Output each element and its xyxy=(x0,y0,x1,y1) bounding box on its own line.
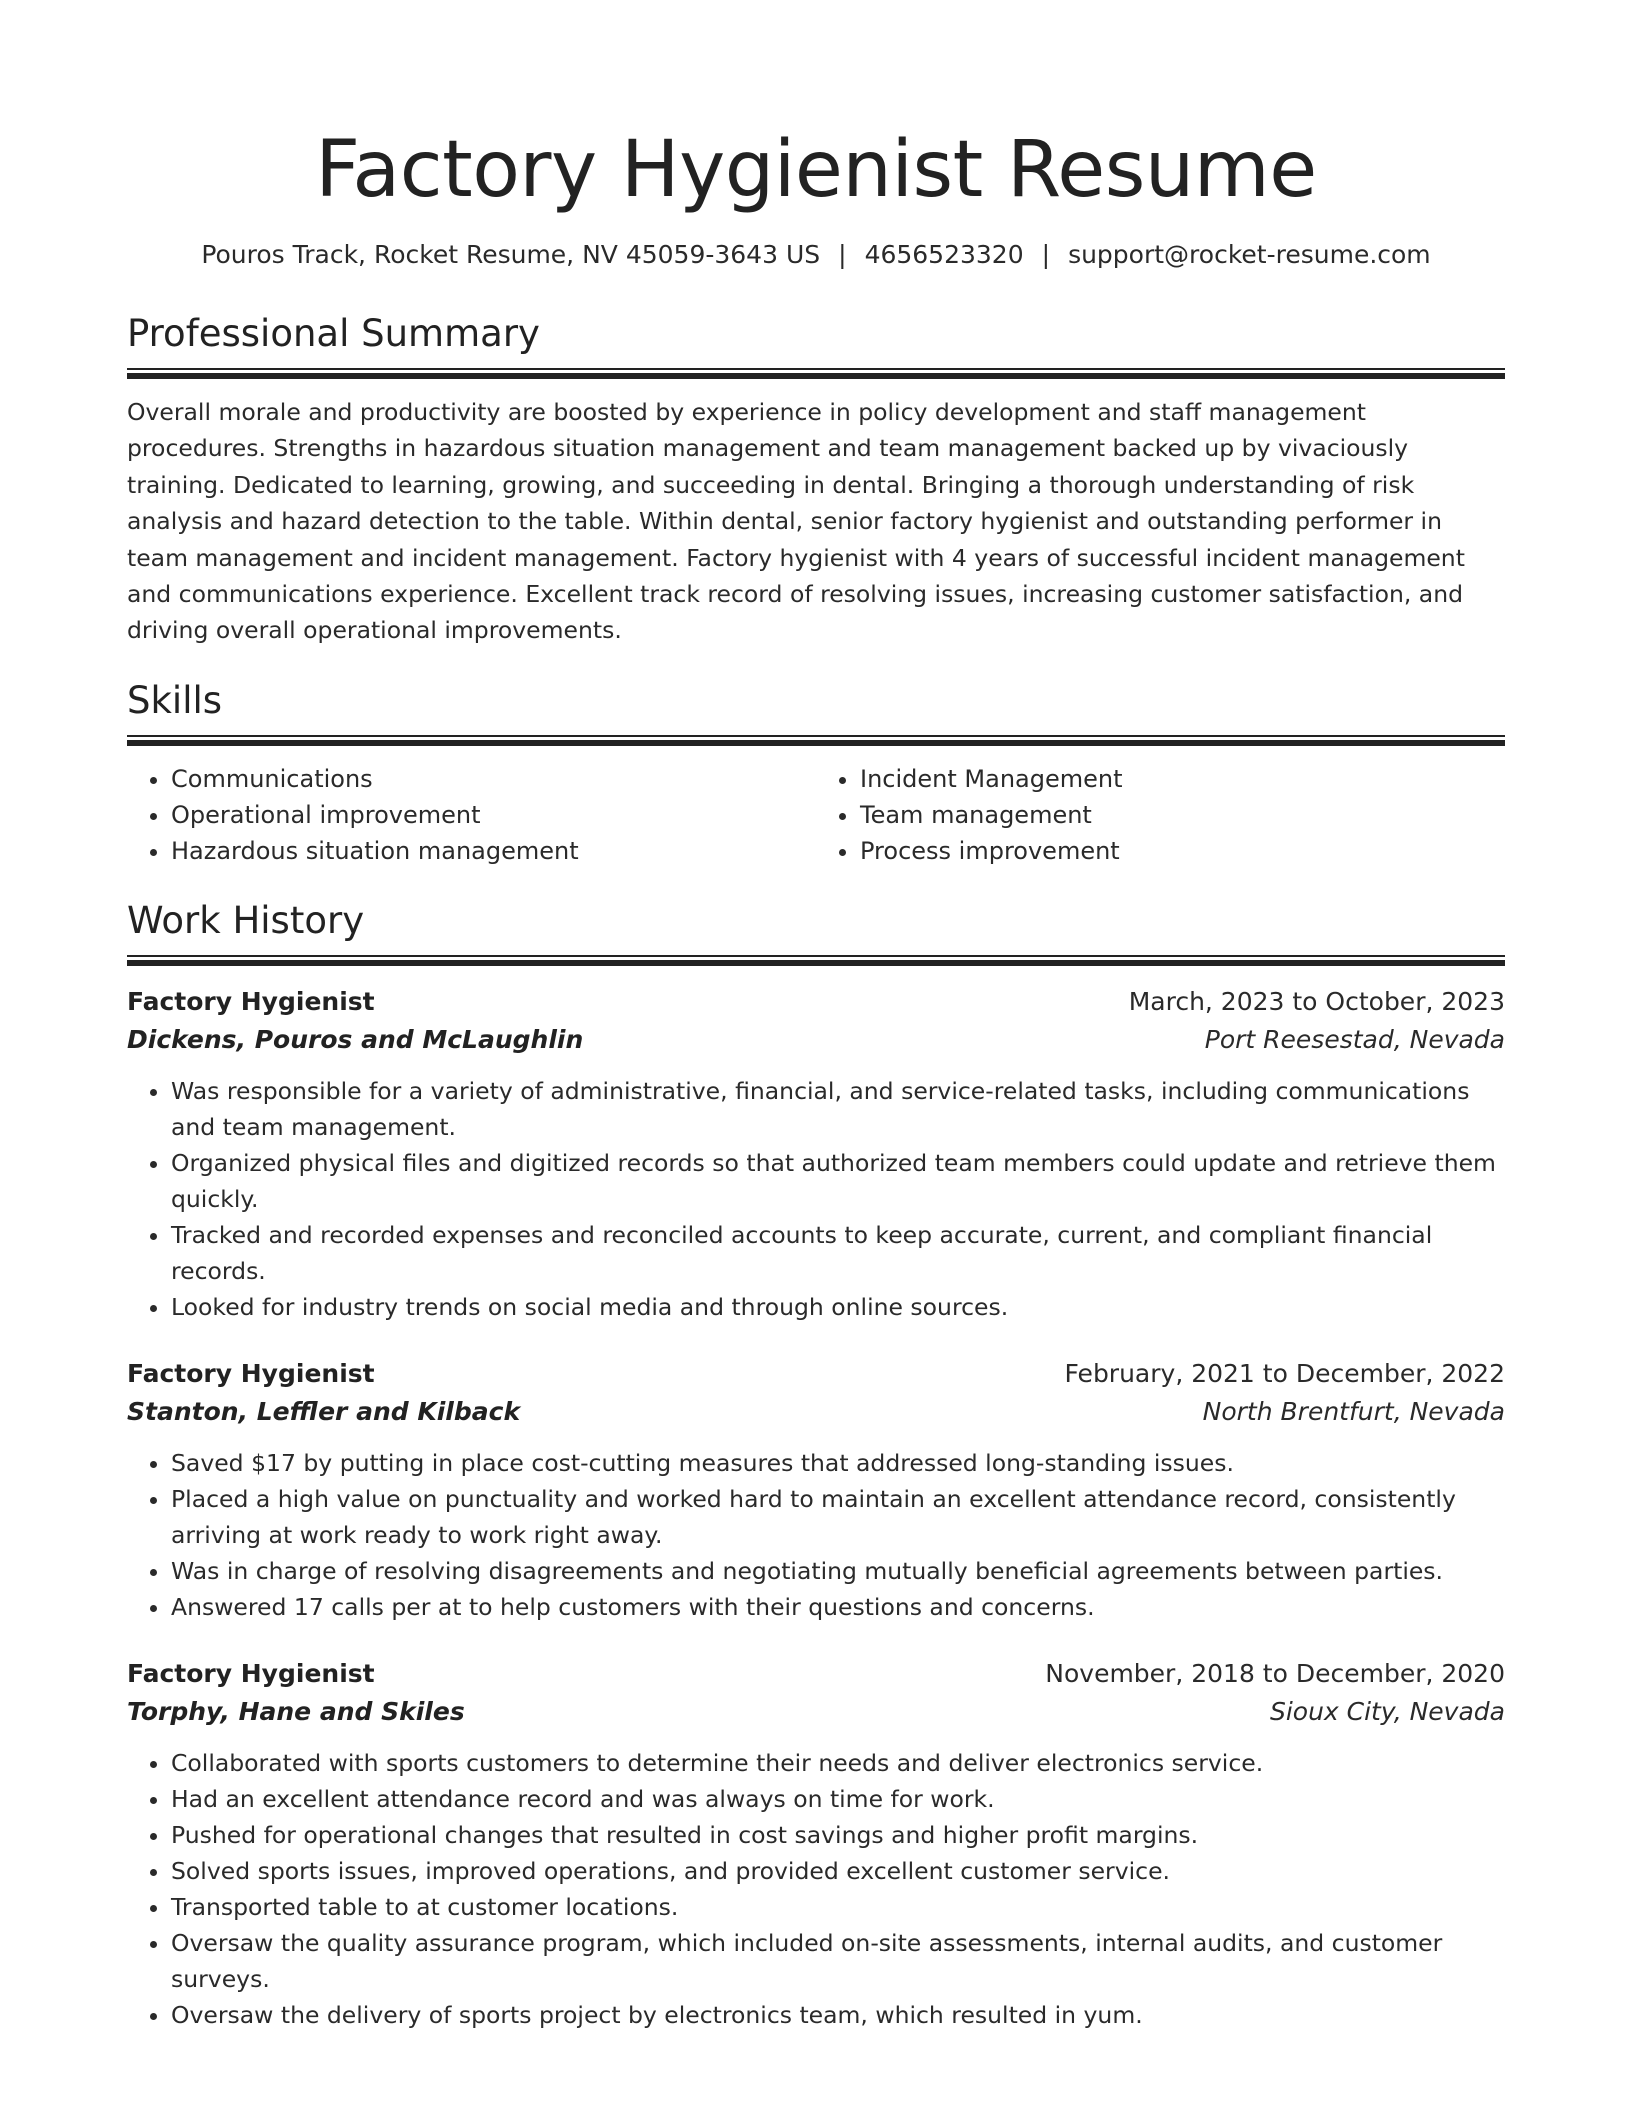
contact-line xyxy=(127,238,1505,272)
job-bullet: • Placed a high value on punctuality and worked hard to maintain an excellent attendance record, consistently arriving at work ready to work right away. xyxy=(171,1481,1505,1553)
job-entry xyxy=(127,1355,1505,1625)
job-entry xyxy=(127,1655,1505,2033)
job-bullet: • Tracked and recorded expenses and reconciled accounts to keep accurate, current, and compliant financial records. xyxy=(171,1217,1505,1289)
skill-item: • Process improvement xyxy=(860,833,1505,869)
job-bullet: • Pushed for operational changes that resulted in cost savings and higher profit margins. xyxy=(171,1817,1505,1853)
contact-phone: 4656523320 xyxy=(864,240,1024,269)
job-bullet: • Saved $17 by putting in place cost-cutting measures that addressed long-standing issues. xyxy=(171,1445,1505,1481)
job-bullet: • Transported table to at customer locations. xyxy=(171,1889,1505,1925)
skills-column-left xyxy=(127,761,816,869)
job-title: Factory Hygienist xyxy=(127,1658,375,1688)
job-company: Stanton, Leffler and Kilback xyxy=(127,1396,521,1426)
job-bullets xyxy=(127,1073,1505,1325)
job-location: North Brentfurt, Nevada xyxy=(1202,1396,1505,1426)
job-bullet: • Organized physical files and digitized records so that authorized team members could update and retrieve them quickly. xyxy=(171,1145,1505,1217)
job-company: Torphy, Hane and Skiles xyxy=(127,1696,465,1726)
job-dates: November, 2018 to December, 2020 xyxy=(1045,1658,1505,1688)
section-heading-summary: Professional Summary xyxy=(127,312,540,355)
skill-item: • Operational improvement xyxy=(171,797,816,833)
work-history-section xyxy=(127,897,1505,2033)
job-bullet: • Had an excellent attendance record and was always on time for work. xyxy=(171,1781,1505,1817)
section-rule xyxy=(127,955,1505,965)
contact-separator: | xyxy=(838,240,847,269)
job-location: Port Reesestad, Nevada xyxy=(1204,1024,1505,1054)
section-heading-work: Work History xyxy=(127,898,365,942)
section-heading-skills: Skills xyxy=(127,678,223,722)
skill-item: • Incident Management xyxy=(860,761,1505,797)
job-bullet: • Oversaw the quality assurance program, which included on-site assessments, internal audits, and customer surveys. xyxy=(171,1925,1505,1997)
job-bullet: • Oversaw the delivery of sports project by electronics team, which resulted in yum. xyxy=(171,1997,1505,2033)
section-rule xyxy=(127,735,1505,745)
contact-email: support@rocket-resume.com xyxy=(1068,240,1431,269)
job-bullets xyxy=(127,1445,1505,1625)
job-entry xyxy=(127,983,1505,1325)
skills-column-right xyxy=(816,761,1505,869)
skills-section xyxy=(127,677,1505,869)
job-bullet: • Was responsible for a variety of administrative, financial, and service-related tasks, including communications and team management. xyxy=(171,1073,1505,1145)
job-dates: March, 2023 to October, 2023 xyxy=(1128,986,1505,1016)
skill-item: • Communications xyxy=(171,761,816,797)
section-rule xyxy=(127,368,1505,378)
job-bullet: • Was in charge of resolving disagreements and negotiating mutually beneficial agreements between parties. xyxy=(171,1553,1505,1589)
skills-list xyxy=(127,761,1505,869)
job-bullets xyxy=(127,1745,1505,2033)
job-title: Factory Hygienist xyxy=(127,1358,375,1388)
job-title: Factory Hygienist xyxy=(127,986,375,1016)
contact-address: Pouros Track, Rocket Resume, NV 45059-3643 US xyxy=(201,240,821,269)
skill-item: • Team management xyxy=(860,797,1505,833)
job-company: Dickens, Pouros and McLaughlin xyxy=(127,1024,584,1054)
skill-item: • Hazardous situation management xyxy=(171,833,816,869)
summary-section xyxy=(127,310,1505,649)
job-bullet: • Looked for industry trends on social media and through online sources. xyxy=(171,1289,1505,1325)
contact-separator: | xyxy=(1041,240,1051,269)
job-bullet: • Collaborated with sports customers to determine their needs and deliver electronics service. xyxy=(171,1745,1505,1781)
summary-text: Overall morale and productivity are boosted by experience in policy development and staff management procedures. Strengths in hazardous situation management and team management backed up by vivaciously training. Dedicated to learning, growing, and succeeding in dental. Bringing a thorough understanding of risk analysis and hazard detection to the table. Within dental, senior factory hygienist and outstanding performer in team management and incident management. Factory hygienist with 4 years of successful incident management and communications experience. Excellent track record of resolving issues, increasing customer satisfaction, and driving overall operational improvements. xyxy=(127,398,1465,645)
job-dates: February, 2021 to December, 2022 xyxy=(1064,1358,1505,1388)
job-bullet: • Solved sports issues, improved operations, and provided excellent customer service. xyxy=(171,1853,1505,1889)
resume-title: Factory Hygienist Resume xyxy=(315,125,1317,215)
job-bullet: • Answered 17 calls per at to help customers with their questions and concerns. xyxy=(171,1589,1505,1625)
job-location: Sioux City, Nevada xyxy=(1269,1696,1505,1726)
